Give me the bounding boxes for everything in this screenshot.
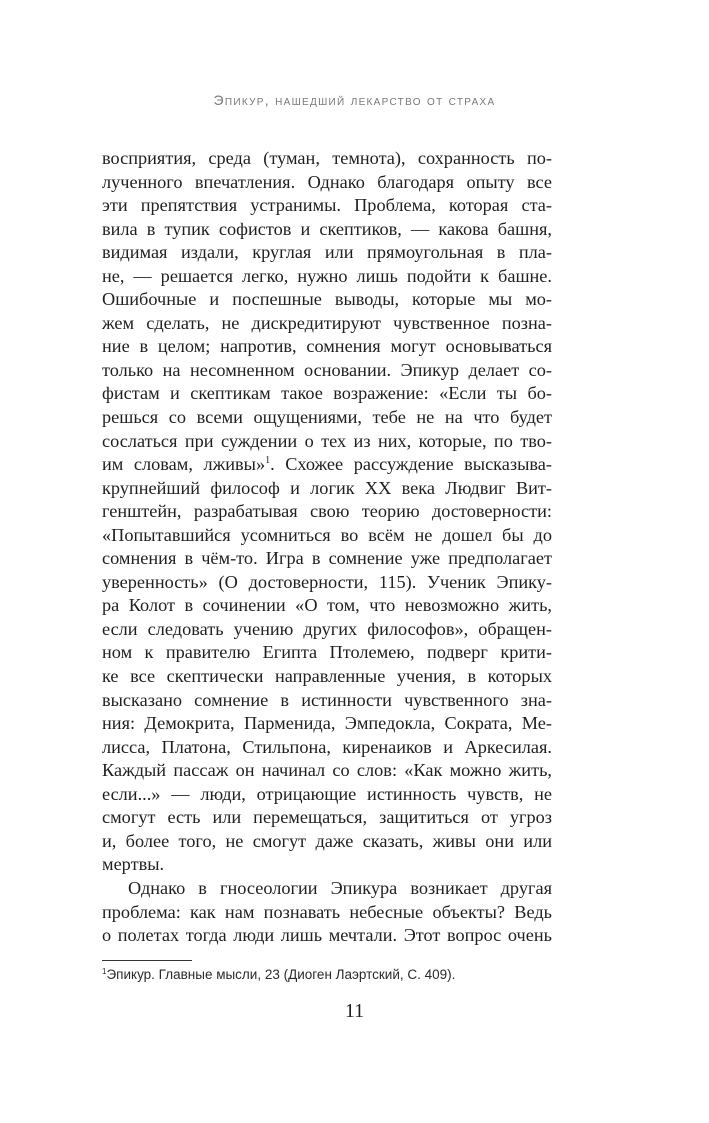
text-line: уверенность» (О достоверности, 115). Ученик Эпику- (102, 571, 552, 592)
text-line: не, — решается легко, нужно лишь подойти к башне. (102, 265, 552, 286)
text-line: вила в тупик софистов и скептиков, — какова башня, (102, 218, 552, 239)
footnote-reference: 1 (265, 455, 271, 467)
text-line: только на несомненном основании. Эпикур делает со- (102, 359, 552, 380)
text-line: Ошибочные и поспешные выводы, которые мы мо- (102, 289, 552, 310)
footnote (102, 967, 552, 982)
text-line: высказано сомнение в истинности чувственного зна- (102, 689, 552, 710)
running-head (0, 92, 709, 108)
text-line: если следовать учению других философов», обращен- (102, 618, 552, 639)
paragraph-first-line: Однако в гносеологии Эпикура возникает другая (128, 877, 552, 898)
text-line: жем сделать, не дискредитируют чувственное позна- (102, 312, 552, 333)
text-line: смогут есть или перемещаться, защититься от угроз (102, 807, 552, 828)
footnote-divider (102, 960, 192, 961)
text-line: лученного впечатления. Однако благодаря опыту все (102, 171, 552, 192)
text-line: если...» — люди, отрицающие истинность чувств, не (102, 783, 552, 804)
text-line: лисса, Платона, Стильпона, киренаиков и Аркесилая. (102, 736, 552, 757)
text-line: ра Колот в сочинении «О том, что невозможно жить, (102, 595, 552, 616)
text-fragment: им словам, лживы» (102, 454, 266, 475)
text-line: крупнейший философ и логик XX века Людвиг Вит- (102, 477, 552, 498)
running-head-text: Эпикур, нашедший лекарство от страха (213, 92, 496, 108)
text-line: ном к правителю Египта Птолемею, подверг крити- (102, 642, 552, 663)
text-line: видимая издали, круглая или прямоугольная в пла- (102, 242, 552, 263)
footnote-mark: 1 (102, 967, 107, 976)
text-line: сослаться при суждении о тех из них, которые, по тво- (102, 430, 552, 451)
text-line: ке все скептически направленные учения, в которых (102, 666, 552, 687)
text-line: ния: Демокрита, Парменида, Эмпедокла, Сократа, Ме- (102, 713, 552, 734)
text-line: эти препятствия устранимы. Проблема, которая ста- (102, 195, 552, 216)
text-line: решься со всеми ощущениями, тебе не на что будет (102, 407, 552, 428)
text-line: Каждый пассаж он начинал со слов: «Как можно жить, (102, 760, 552, 781)
text-line: ние в целом; напротив, сомнения могут основываться (102, 336, 552, 357)
text-line: о полетах тогда люди лишь мечтали. Этот вопрос очень (102, 925, 552, 946)
text-line: «Попытавшийся усомниться во всём не дошел бы до (102, 524, 552, 545)
text-line: и, более того, не смогут даже сказать, живы они или (102, 830, 552, 851)
footnote-text: Эпикур. Главные мысли, 23 (Диоген Лаэртский, С. 409). (106, 967, 456, 982)
paragraph-last-line: мертвы. (102, 854, 165, 875)
body-text (102, 147, 552, 948)
page-number: 11 (344, 1000, 365, 1022)
text-line: восприятия, среда (туман, темнота), сохранность по- (102, 148, 552, 168)
text-line: фистам и скептикам такое возражение: «Если ты бо- (102, 383, 552, 404)
text-line: проблема: как нам познавать небесные объекты? Ведь (102, 901, 552, 922)
text-fragment: . Схожее рассуждение высказыва- (270, 454, 552, 475)
text-line: сомнения в чём-то. Игра в сомнение уже предполагает (102, 548, 552, 569)
text-line-with-footnote-ref (102, 453, 552, 477)
text-line: генштейн, разрабатывая свою теорию достоверности: (102, 501, 552, 522)
